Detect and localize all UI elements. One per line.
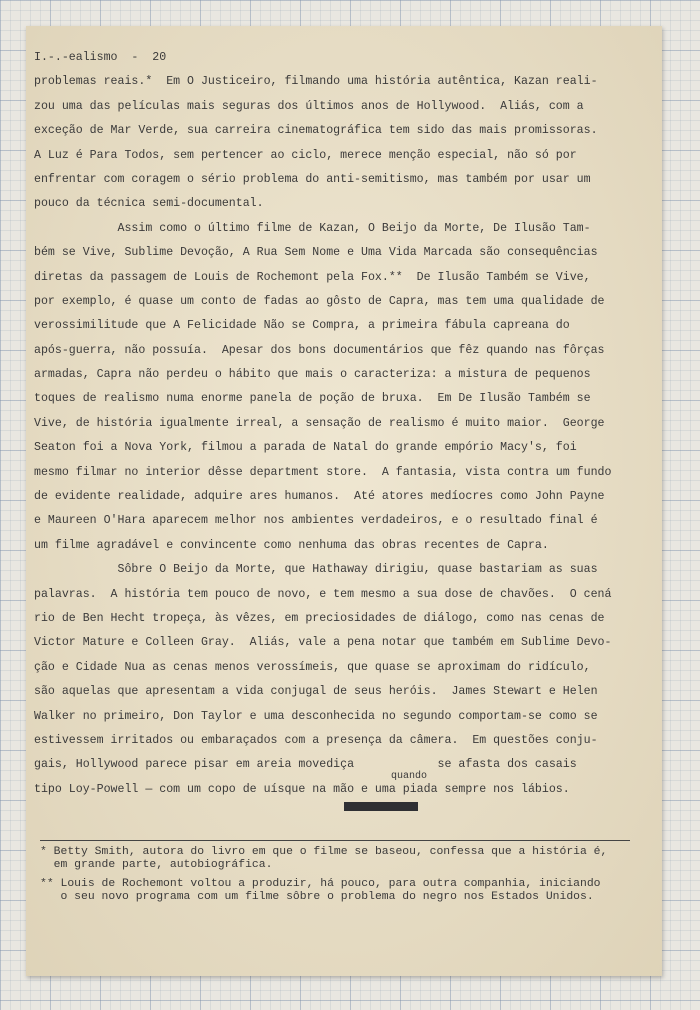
footnote: * Betty Smith, autora do livro em que o filme se baseou, confessa que a história é, em grande parte, autobiográfica. — [40, 846, 608, 871]
text-line: mesmo filmar no interior dêsse department store. A fantasia, vista contra um fundo — [34, 465, 612, 479]
text-line: verossimilitude que A Felicidade Não se Compra, a primeira fábula capreana do — [34, 319, 570, 333]
text-line: bém se Vive, Sublime Devoção, A Rua Sem Nome e Uma Vida Marcada são consequências — [34, 246, 598, 260]
text-line: problemas reais.* Em O Justiceiro, filmando uma história autêntica, Kazan reali- — [34, 75, 598, 89]
text-line: Victor Mature e Colleen Gray. Aliás, vale a pena notar que também em Sublime Devo- — [34, 636, 612, 650]
text-line: armadas, Capra não perdeu o hábito que mais o caracteriza: a mistura de pequenos — [34, 368, 591, 382]
text-line: Assim como o último filme de Kazan, O Beijo da Morte, De Ilusão Tam- — [34, 221, 591, 235]
text-line: pouco da técnica semi-documental. — [34, 197, 264, 211]
text-line: Vive, de história igualmente irreal, a sensação de realismo é muito maior. George — [34, 416, 605, 430]
text-line: um filme agradável e convincente como nenhuma das obras recentes de Capra. — [34, 538, 549, 552]
text-line: após-guerra, não possuía. Apesar dos bons documentários que fêz quando nas fôrças — [34, 343, 605, 357]
text-line: enfrentar com coragem o sério problema do anti-semitismo, mas também por usar um — [34, 172, 591, 186]
text-line: de evidente realidade, adquire ares humanos. Até atores medíocres como John Payne — [34, 490, 605, 504]
struck-out-word — [344, 802, 418, 811]
text-line: por exemplo, é quase um conto de fadas ao gôsto de Capra, mas tem uma qualidade de — [34, 294, 605, 308]
text-line: palavras. A história tem pouco de novo, e tem mesmo a sua dose de chavões. O cená — [34, 587, 612, 601]
page-header: I.-.-ealismo - 20 — [34, 51, 167, 64]
text-line: exceção de Mar Verde, sua carreira cinematográfica tem sido das mais promissoras. — [34, 124, 598, 138]
text-line: Seaton foi a Nova York, filmou a parada de Natal do grande empório Macy's, foi — [34, 441, 577, 455]
text-line: toques de realismo numa enorme panela de poção de bruxa. Em De Ilusão Também se — [34, 392, 591, 406]
text-line: zou uma das películas mais seguras dos últimos anos de Hollywood. Aliás, com a — [34, 99, 584, 113]
text-line: e Maureen O'Hara aparecem melhor nos ambientes verdadeiros, e o resultado final é — [34, 514, 598, 528]
text-line: são aquelas que apresentam a vida conjugal de seus heróis. James Stewart e Helen — [34, 685, 598, 699]
handwritten-insertion: quando — [391, 771, 428, 782]
text-line: estivessem irritados ou embaraçados com a presença da câmera. Em questões conju- — [34, 733, 598, 747]
text-line: rio de Ben Hecht tropeça, às vêzes, em preciosidades de diálogo, como nas cenas de — [34, 611, 605, 625]
footnotes — [40, 846, 656, 910]
text-line: diretas da passagem de Louis de Rochemont pela Fox.** De Ilusão Também se Vive, — [34, 270, 591, 284]
text-line: gais, Hollywood parece pisar em areia movediça se afasta dos casais — [34, 758, 577, 772]
typewritten-page — [26, 26, 662, 976]
text-line: tipo Loy-Powell — com um copo de uísque na mão e uma piada sempre nos lábios. — [34, 782, 570, 796]
text-line: ção e Cidade Nua as cenas menos verossímeis, que quase se aproximam do ridículo, — [34, 660, 591, 674]
text-line: A Luz é Para Todos, sem pertencer ao ciclo, merece menção especial, não só por — [34, 148, 577, 162]
footnote: ** Louis de Rochemont voltou a produzir, há pouco, para outra companhia, iniciando o seu novo programa com um filme sôbre o problema do negro nos Estados Unidos. — [40, 878, 601, 903]
text-line: Sôbre O Beijo da Morte, que Hathaway dirigiu, quase bastariam as suas — [34, 563, 598, 577]
text-line: Walker no primeiro, Don Taylor e uma desconhecida no segundo comportam-se como se — [34, 709, 598, 723]
body-text — [34, 46, 658, 802]
footnote-separator — [40, 840, 630, 841]
